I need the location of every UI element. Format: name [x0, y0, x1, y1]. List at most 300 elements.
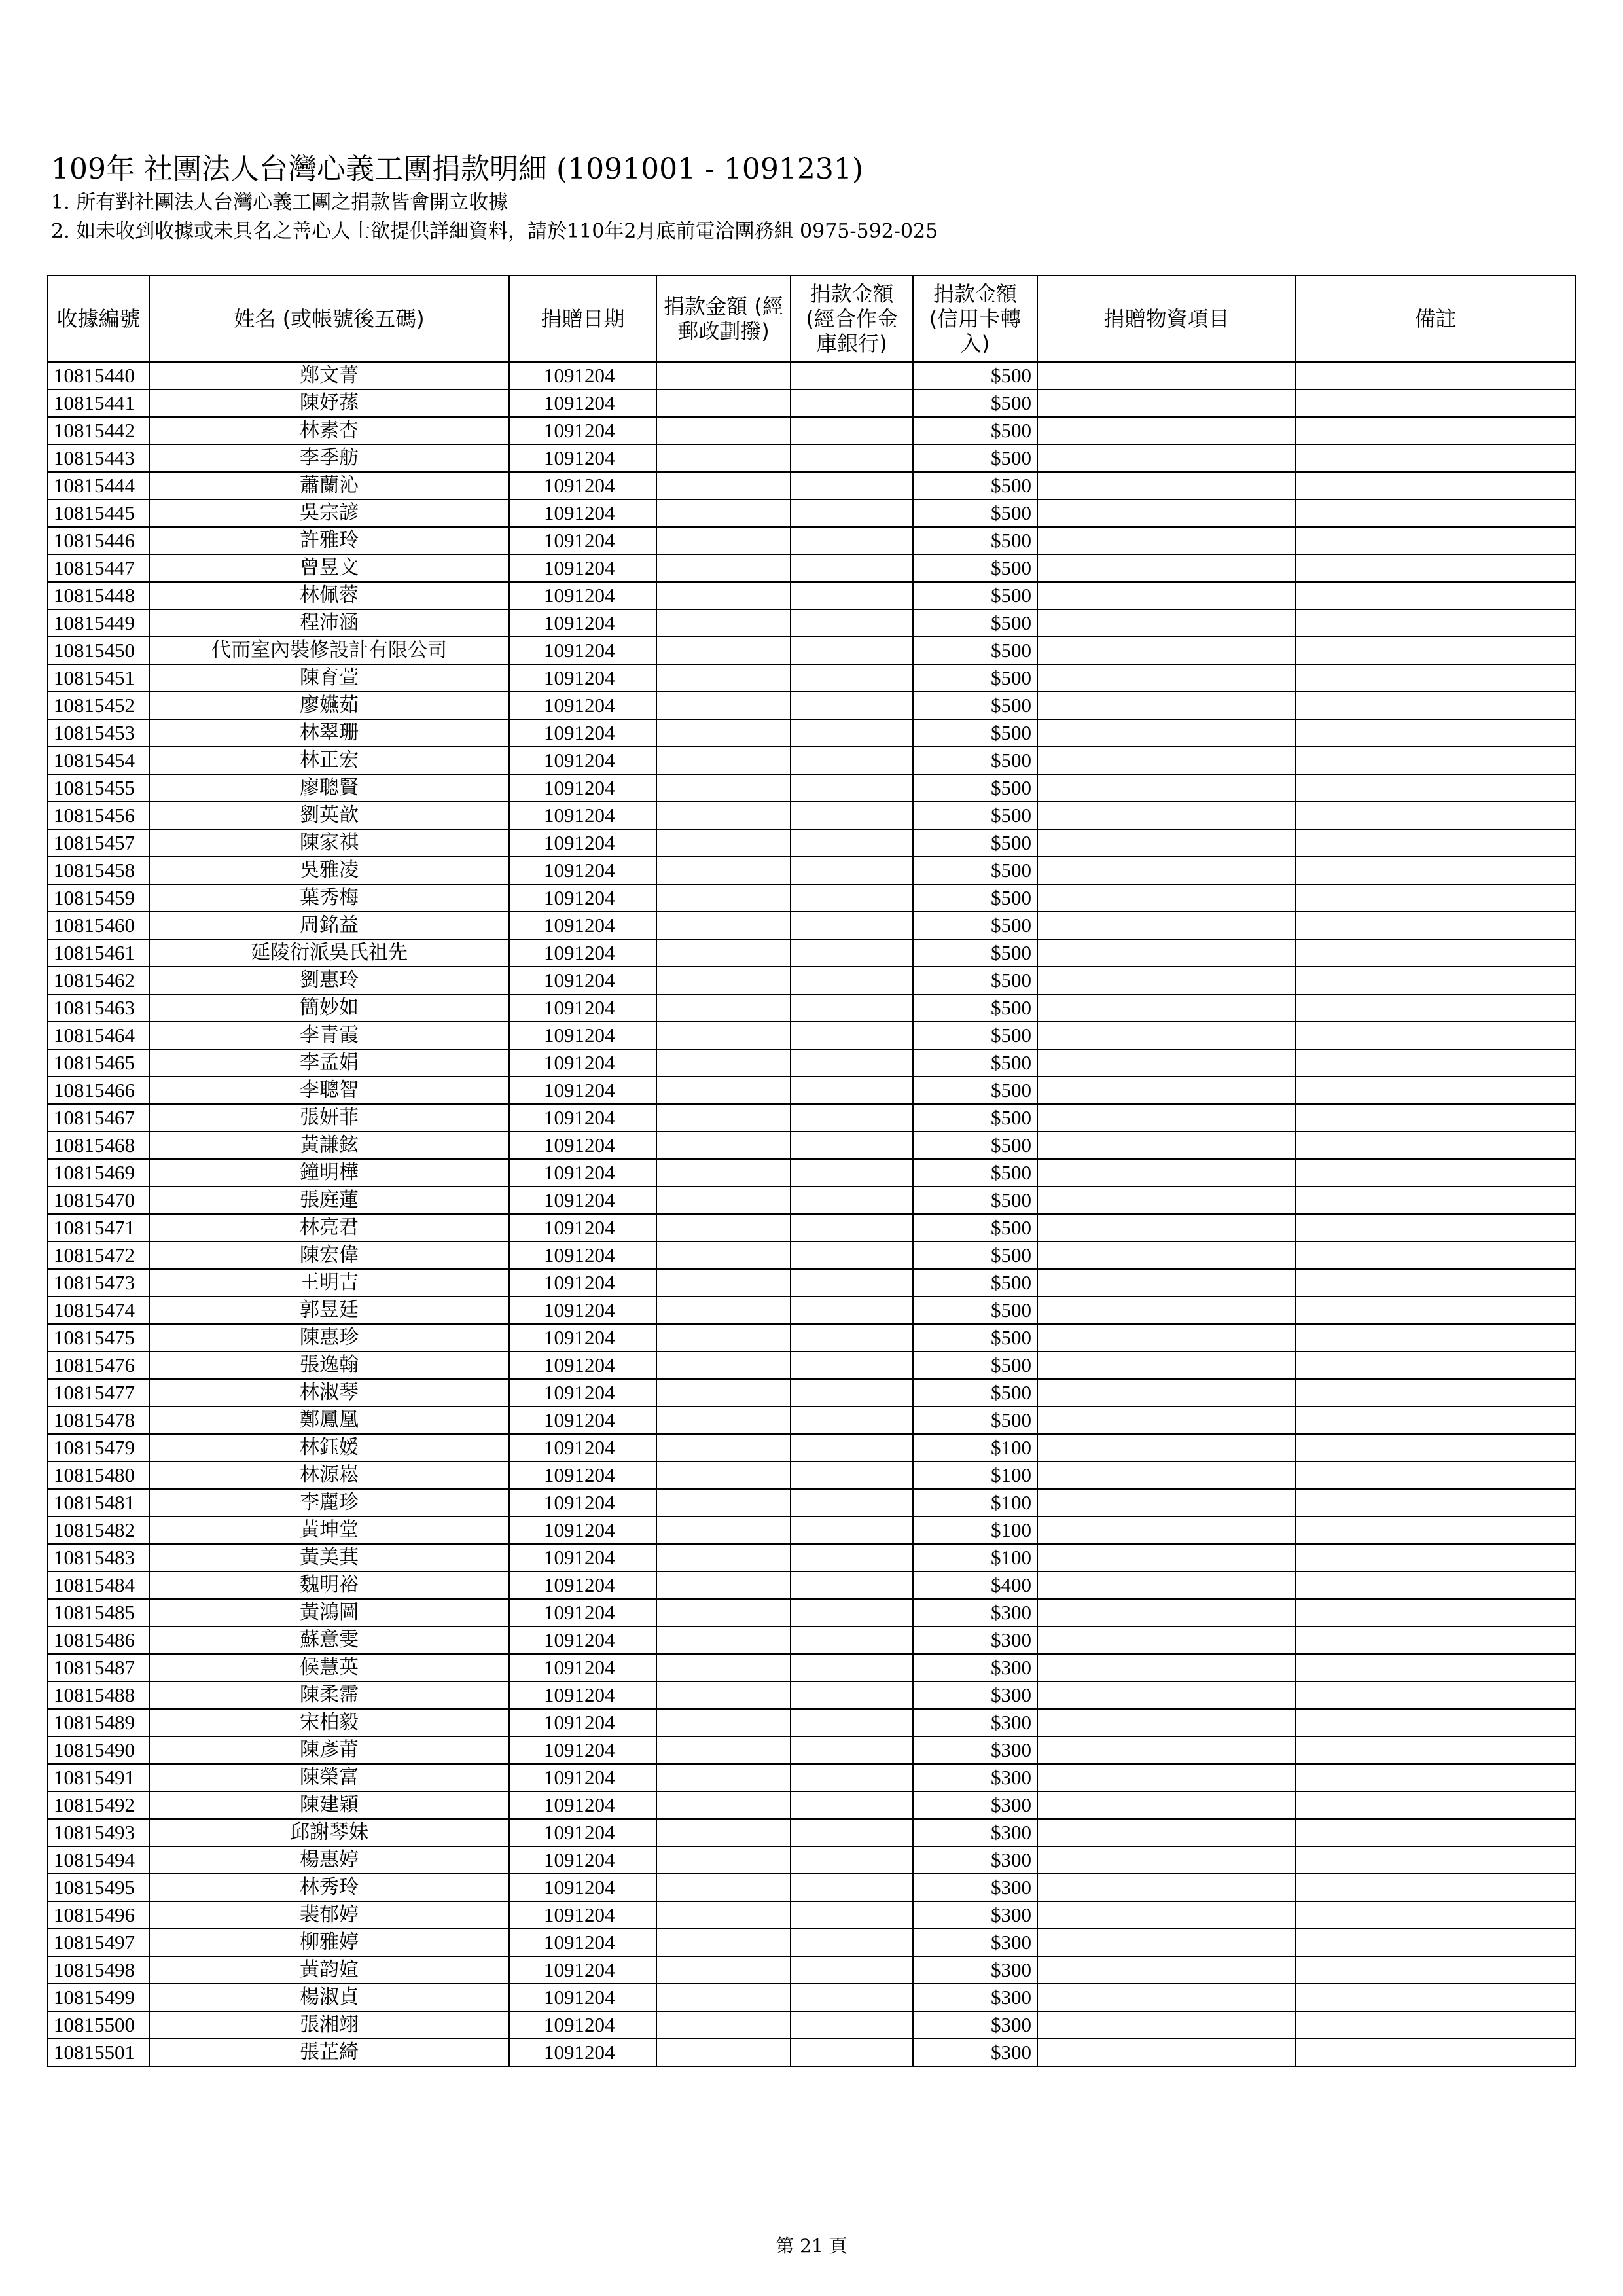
header-date: 捐贈日期: [509, 276, 656, 362]
remarks-cell: [1296, 2011, 1575, 2039]
amount-bank-cell: [791, 472, 913, 499]
amount-postal-cell: [656, 939, 791, 967]
receipt-no-cell: 10815492: [48, 1791, 149, 1819]
receipt-no-cell: 10815500: [48, 2011, 149, 2039]
donor-name-cell: 陳榮富: [149, 1764, 509, 1791]
amount-postal-cell: [656, 1269, 791, 1297]
amount-postal-cell: [656, 1187, 791, 1214]
remarks-cell: [1296, 1929, 1575, 1956]
remarks-cell: [1296, 1709, 1575, 1736]
amount-postal-cell: [656, 527, 791, 554]
donation-date-cell: 1091204: [509, 939, 656, 967]
header-receipt-no: 收據編號: [48, 276, 149, 362]
remarks-cell: [1296, 1626, 1575, 1654]
receipt-no-cell: 10815444: [48, 472, 149, 499]
table-row: [48, 857, 1575, 884]
amount-bank-cell: [791, 719, 913, 747]
table-row: [48, 554, 1575, 582]
receipt-no-cell: 10815477: [48, 1379, 149, 1407]
amount-postal-cell: [656, 1159, 791, 1187]
donor-name-cell: 廖嬿茹: [149, 692, 509, 719]
receipt-no-cell: 10815470: [48, 1187, 149, 1214]
donated-items-cell: [1037, 912, 1296, 939]
donation-date-cell: 1091204: [509, 1132, 656, 1159]
remarks-cell: [1296, 1434, 1575, 1462]
donor-name-cell: 曾昱文: [149, 554, 509, 582]
donor-name-cell: 黃韵媗: [149, 1956, 509, 1984]
amount-bank-cell: [791, 2039, 913, 2066]
table-row: [48, 1764, 1575, 1791]
donated-items-cell: [1037, 1874, 1296, 1901]
donated-items-cell: [1037, 2039, 1296, 2066]
donated-items-cell: [1037, 1489, 1296, 1516]
donation-date-cell: 1091204: [509, 499, 656, 527]
remarks-cell: [1296, 554, 1575, 582]
amount-postal-cell: [656, 554, 791, 582]
amount-credit-cell: $500: [913, 1077, 1037, 1104]
receipt-no-cell: 10815485: [48, 1599, 149, 1626]
donor-name-cell: 劉惠玲: [149, 967, 509, 994]
amount-postal-cell: [656, 1077, 791, 1104]
donated-items-cell: [1037, 1434, 1296, 1462]
amount-bank-cell: [791, 1022, 913, 1049]
amount-credit-cell: $500: [913, 1269, 1037, 1297]
header-amount-credit: 捐款金額 (信用卡轉入): [913, 276, 1037, 362]
amount-postal-cell: [656, 1791, 791, 1819]
amount-bank-cell: [791, 912, 913, 939]
receipt-no-cell: 10815483: [48, 1544, 149, 1571]
amount-postal-cell: [656, 1379, 791, 1407]
amount-credit-cell: $500: [913, 527, 1037, 554]
donation-date-cell: 1091204: [509, 1324, 656, 1352]
remarks-cell: [1296, 417, 1575, 444]
table-row: [48, 1324, 1575, 1352]
remarks-cell: [1296, 1132, 1575, 1159]
donated-items-cell: [1037, 664, 1296, 692]
donation-date-cell: 1091204: [509, 472, 656, 499]
donation-table-wrapper: [47, 275, 1576, 2067]
donation-date-cell: 1091204: [509, 1187, 656, 1214]
donor-name-cell: 李季舫: [149, 444, 509, 472]
amount-bank-cell: [791, 967, 913, 994]
donated-items-cell: [1037, 2011, 1296, 2039]
amount-postal-cell: [656, 637, 791, 664]
donation-date-cell: 1091204: [509, 857, 656, 884]
donated-items-cell: [1037, 747, 1296, 774]
amount-bank-cell: [791, 1434, 913, 1462]
amount-credit-cell: $500: [913, 857, 1037, 884]
table-row: [48, 1516, 1575, 1544]
amount-bank-cell: [791, 1571, 913, 1599]
donated-items-cell: [1037, 1846, 1296, 1874]
receipt-no-cell: 10815499: [48, 1984, 149, 2011]
table-row: [48, 1736, 1575, 1764]
table-row: [48, 1901, 1575, 1929]
remarks-cell: [1296, 1599, 1575, 1626]
remarks-cell: [1296, 1764, 1575, 1791]
remarks-cell: [1296, 1571, 1575, 1599]
table-row: [48, 939, 1575, 967]
table-row: [48, 1571, 1575, 1599]
amount-credit-cell: $100: [913, 1516, 1037, 1544]
amount-postal-cell: [656, 1654, 791, 1681]
table-row: [48, 1984, 1575, 2011]
amount-bank-cell: [791, 1049, 913, 1077]
amount-bank-cell: [791, 857, 913, 884]
donation-date-cell: 1091204: [509, 1819, 656, 1846]
donation-date-cell: 1091204: [509, 692, 656, 719]
amount-credit-cell: $500: [913, 774, 1037, 802]
donation-date-cell: 1091204: [509, 554, 656, 582]
amount-credit-cell: $400: [913, 1571, 1037, 1599]
receipt-no-cell: 10815448: [48, 582, 149, 609]
document-title: 109年 社團法人台灣心義工團捐款明細 (1091001 - 1091231): [51, 152, 864, 186]
amount-credit-cell: $500: [913, 719, 1037, 747]
amount-credit-cell: $500: [913, 1407, 1037, 1434]
donor-name-cell: 楊惠婷: [149, 1846, 509, 1874]
remarks-cell: [1296, 1187, 1575, 1214]
remarks-cell: [1296, 1049, 1575, 1077]
amount-bank-cell: [791, 2011, 913, 2039]
amount-bank-cell: [791, 692, 913, 719]
receipt-no-cell: 10815440: [48, 362, 149, 389]
amount-bank-cell: [791, 1736, 913, 1764]
amount-postal-cell: [656, 747, 791, 774]
amount-credit-cell: $300: [913, 2039, 1037, 2066]
note-receipt: 1. 所有對社團法人台灣心義工團之捐款皆會開立收據: [51, 191, 508, 214]
donation-date-cell: 1091204: [509, 527, 656, 554]
amount-bank-cell: [791, 1984, 913, 2011]
amount-bank-cell: [791, 1242, 913, 1269]
donated-items-cell: [1037, 389, 1296, 417]
amount-bank-cell: [791, 1956, 913, 1984]
table-row: [48, 1489, 1575, 1516]
table-row: [48, 1544, 1575, 1571]
donation-date-cell: 1091204: [509, 1846, 656, 1874]
receipt-no-cell: 10815484: [48, 1571, 149, 1599]
page-header: [51, 151, 1576, 246]
header-amount-postal: 捐款金額 (經郵政劃撥): [656, 276, 791, 362]
amount-bank-cell: [791, 1407, 913, 1434]
remarks-cell: [1296, 1407, 1575, 1434]
amount-credit-cell: $300: [913, 1956, 1037, 1984]
amount-bank-cell: [791, 1846, 913, 1874]
donor-name-cell: 林佩蓉: [149, 582, 509, 609]
donation-date-cell: 1091204: [509, 1434, 656, 1462]
amount-postal-cell: [656, 1764, 791, 1791]
table-row: [48, 499, 1575, 527]
donation-date-cell: 1091204: [509, 1626, 656, 1654]
donated-items-cell: [1037, 1462, 1296, 1489]
remarks-cell: [1296, 1544, 1575, 1571]
donor-name-cell: 鐘明樺: [149, 1159, 509, 1187]
table-row: [48, 362, 1575, 389]
amount-postal-cell: [656, 1214, 791, 1242]
amount-credit-cell: $500: [913, 609, 1037, 637]
table-row: [48, 802, 1575, 829]
donor-name-cell: 李麗珍: [149, 1489, 509, 1516]
amount-postal-cell: [656, 1132, 791, 1159]
table-row: [48, 527, 1575, 554]
amount-bank-cell: [791, 664, 913, 692]
amount-credit-cell: $500: [913, 1297, 1037, 1324]
amount-postal-cell: [656, 1929, 791, 1956]
remarks-cell: [1296, 1489, 1575, 1516]
donor-name-cell: 許雅玲: [149, 527, 509, 554]
donor-name-cell: 陳柔霈: [149, 1681, 509, 1709]
donor-name-cell: 陳家祺: [149, 829, 509, 857]
amount-credit-cell: $300: [913, 1681, 1037, 1709]
donor-name-cell: 張庭蓮: [149, 1187, 509, 1214]
amount-bank-cell: [791, 829, 913, 857]
amount-credit-cell: $300: [913, 1819, 1037, 1846]
amount-credit-cell: $500: [913, 1187, 1037, 1214]
donor-name-cell: 王明吉: [149, 1269, 509, 1297]
amount-postal-cell: [656, 1874, 791, 1901]
amount-bank-cell: [791, 1187, 913, 1214]
amount-credit-cell: $500: [913, 829, 1037, 857]
donated-items-cell: [1037, 1104, 1296, 1132]
amount-credit-cell: $300: [913, 1654, 1037, 1681]
amount-bank-cell: [791, 1819, 913, 1846]
amount-bank-cell: [791, 1791, 913, 1819]
donated-items-cell: [1037, 829, 1296, 857]
donation-date-cell: 1091204: [509, 967, 656, 994]
donated-items-cell: [1037, 719, 1296, 747]
donor-name-cell: 林正宏: [149, 747, 509, 774]
amount-postal-cell: [656, 1489, 791, 1516]
donor-name-cell: 周銘益: [149, 912, 509, 939]
table-row: [48, 1269, 1575, 1297]
donor-name-cell: 李孟娟: [149, 1049, 509, 1077]
note-contact: 2. 如未收到收據或未具名之善心人士欲提供詳細資料，請於110年2月底前電洽團務組 0975-592-025: [51, 220, 938, 243]
donor-name-cell: 鄭鳳凰: [149, 1407, 509, 1434]
remarks-cell: [1296, 1242, 1575, 1269]
donation-date-cell: 1091204: [509, 1736, 656, 1764]
amount-bank-cell: [791, 774, 913, 802]
amount-credit-cell: $300: [913, 1901, 1037, 1929]
donated-items-cell: [1037, 1984, 1296, 2011]
remarks-cell: [1296, 939, 1575, 967]
remarks-cell: [1296, 747, 1575, 774]
remarks-cell: [1296, 774, 1575, 802]
amount-credit-cell: $100: [913, 1489, 1037, 1516]
remarks-cell: [1296, 912, 1575, 939]
amount-postal-cell: [656, 1297, 791, 1324]
amount-bank-cell: [791, 1269, 913, 1297]
remarks-cell: [1296, 1984, 1575, 2011]
remarks-cell: [1296, 857, 1575, 884]
donated-items-cell: [1037, 1956, 1296, 1984]
amount-postal-cell: [656, 499, 791, 527]
donation-date-cell: 1091204: [509, 1681, 656, 1709]
remarks-cell: [1296, 967, 1575, 994]
receipt-no-cell: 10815480: [48, 1462, 149, 1489]
amount-credit-cell: $500: [913, 499, 1037, 527]
amount-credit-cell: $500: [913, 692, 1037, 719]
donation-date-cell: 1091204: [509, 1242, 656, 1269]
donation-date-cell: 1091204: [509, 884, 656, 912]
amount-postal-cell: [656, 857, 791, 884]
donated-items-cell: [1037, 1077, 1296, 1104]
amount-credit-cell: $300: [913, 1791, 1037, 1819]
amount-credit-cell: $500: [913, 1022, 1037, 1049]
table-row: [48, 1874, 1575, 1901]
donor-name-cell: 劉英歆: [149, 802, 509, 829]
table-row: [48, 444, 1575, 472]
amount-credit-cell: $500: [913, 362, 1037, 389]
donor-name-cell: 陳妤蓀: [149, 389, 509, 417]
amount-credit-cell: $500: [913, 939, 1037, 967]
amount-bank-cell: [791, 417, 913, 444]
amount-bank-cell: [791, 1516, 913, 1544]
receipt-no-cell: 10815488: [48, 1681, 149, 1709]
donor-name-cell: 黃美萁: [149, 1544, 509, 1571]
amount-bank-cell: [791, 1379, 913, 1407]
receipt-no-cell: 10815459: [48, 884, 149, 912]
receipt-no-cell: 10815474: [48, 1297, 149, 1324]
donor-name-cell: 吳雅凌: [149, 857, 509, 884]
table-body: [48, 362, 1575, 2066]
amount-postal-cell: [656, 1352, 791, 1379]
amount-credit-cell: $300: [913, 1764, 1037, 1791]
receipt-no-cell: 10815449: [48, 609, 149, 637]
donor-name-cell: 黃坤堂: [149, 1516, 509, 1544]
amount-postal-cell: [656, 1022, 791, 1049]
amount-bank-cell: [791, 554, 913, 582]
remarks-cell: [1296, 362, 1575, 389]
amount-credit-cell: $500: [913, 554, 1037, 582]
receipt-no-cell: 10815478: [48, 1407, 149, 1434]
donated-items-cell: [1037, 1352, 1296, 1379]
donation-date-cell: 1091204: [509, 1462, 656, 1489]
amount-bank-cell: [791, 1132, 913, 1159]
donated-items-cell: [1037, 1049, 1296, 1077]
receipt-no-cell: 10815468: [48, 1132, 149, 1159]
donated-items-cell: [1037, 417, 1296, 444]
remarks-cell: [1296, 802, 1575, 829]
remarks-cell: [1296, 1297, 1575, 1324]
table-row: [48, 1819, 1575, 1846]
donor-name-cell: 邱謝琴妹: [149, 1819, 509, 1846]
receipt-no-cell: 10815456: [48, 802, 149, 829]
donor-name-cell: 陳彥莆: [149, 1736, 509, 1764]
amount-bank-cell: [791, 499, 913, 527]
table-row: [48, 1049, 1575, 1077]
amount-postal-cell: [656, 1846, 791, 1874]
donation-date-cell: 1091204: [509, 1269, 656, 1297]
donor-name-cell: 裴郁婷: [149, 1901, 509, 1929]
amount-postal-cell: [656, 472, 791, 499]
amount-bank-cell: [791, 1104, 913, 1132]
donation-date-cell: 1091204: [509, 1984, 656, 2011]
donation-date-cell: 1091204: [509, 1874, 656, 1901]
receipt-no-cell: 10815476: [48, 1352, 149, 1379]
donated-items-cell: [1037, 1901, 1296, 1929]
donor-name-cell: 簡妙如: [149, 994, 509, 1022]
amount-postal-cell: [656, 582, 791, 609]
receipt-no-cell: 10815460: [48, 912, 149, 939]
donated-items-cell: [1037, 362, 1296, 389]
amount-postal-cell: [656, 692, 791, 719]
amount-bank-cell: [791, 1297, 913, 1324]
donation-date-cell: 1091204: [509, 1791, 656, 1819]
donation-date-cell: 1091204: [509, 1297, 656, 1324]
receipt-no-cell: 10815455: [48, 774, 149, 802]
amount-postal-cell: [656, 994, 791, 1022]
amount-postal-cell: [656, 912, 791, 939]
amount-bank-cell: [791, 609, 913, 637]
amount-postal-cell: [656, 1516, 791, 1544]
donation-date-cell: 1091204: [509, 2039, 656, 2066]
amount-postal-cell: [656, 774, 791, 802]
receipt-no-cell: 10815472: [48, 1242, 149, 1269]
donor-name-cell: 林翠珊: [149, 719, 509, 747]
remarks-cell: [1296, 1077, 1575, 1104]
remarks-cell: [1296, 719, 1575, 747]
remarks-cell: [1296, 994, 1575, 1022]
table-row: [48, 389, 1575, 417]
table-row: [48, 1242, 1575, 1269]
amount-bank-cell: [791, 939, 913, 967]
donation-date-cell: 1091204: [509, 1901, 656, 1929]
donor-name-cell: 林秀玲: [149, 1874, 509, 1901]
receipt-no-cell: 10815490: [48, 1736, 149, 1764]
donation-date-cell: 1091204: [509, 802, 656, 829]
receipt-no-cell: 10815463: [48, 994, 149, 1022]
amount-credit-cell: $500: [913, 389, 1037, 417]
table-row: [48, 1791, 1575, 1819]
receipt-no-cell: 10815445: [48, 499, 149, 527]
remarks-cell: [1296, 1324, 1575, 1352]
amount-bank-cell: [791, 1929, 913, 1956]
donated-items-cell: [1037, 1379, 1296, 1407]
table-row: [48, 1379, 1575, 1407]
donation-date-cell: 1091204: [509, 582, 656, 609]
donation-date-cell: 1091204: [509, 1407, 656, 1434]
table-row: [48, 994, 1575, 1022]
donation-date-cell: 1091204: [509, 637, 656, 664]
remarks-cell: [1296, 1956, 1575, 1984]
donated-items-cell: [1037, 1159, 1296, 1187]
donation-date-cell: 1091204: [509, 1764, 656, 1791]
donor-name-cell: 鄭文菁: [149, 362, 509, 389]
table-row: [48, 1462, 1575, 1489]
donor-name-cell: 林淑琴: [149, 1379, 509, 1407]
amount-postal-cell: [656, 1242, 791, 1269]
table-row: [48, 2039, 1575, 2066]
donation-date-cell: 1091204: [509, 444, 656, 472]
receipt-no-cell: 10815497: [48, 1929, 149, 1956]
receipt-no-cell: 10815454: [48, 747, 149, 774]
donation-date-cell: 1091204: [509, 1104, 656, 1132]
receipt-no-cell: 10815498: [48, 1956, 149, 1984]
amount-postal-cell: [656, 444, 791, 472]
table-row: [48, 829, 1575, 857]
amount-credit-cell: $300: [913, 1626, 1037, 1654]
donor-name-cell: 程沛涵: [149, 609, 509, 637]
receipt-no-cell: 10815465: [48, 1049, 149, 1077]
donated-items-cell: [1037, 884, 1296, 912]
amount-bank-cell: [791, 1077, 913, 1104]
amount-bank-cell: [791, 527, 913, 554]
table-row: [48, 1654, 1575, 1681]
amount-postal-cell: [656, 609, 791, 637]
remarks-cell: [1296, 1681, 1575, 1709]
amount-credit-cell: $500: [913, 664, 1037, 692]
donated-items-cell: [1037, 499, 1296, 527]
donated-items-cell: [1037, 1324, 1296, 1352]
